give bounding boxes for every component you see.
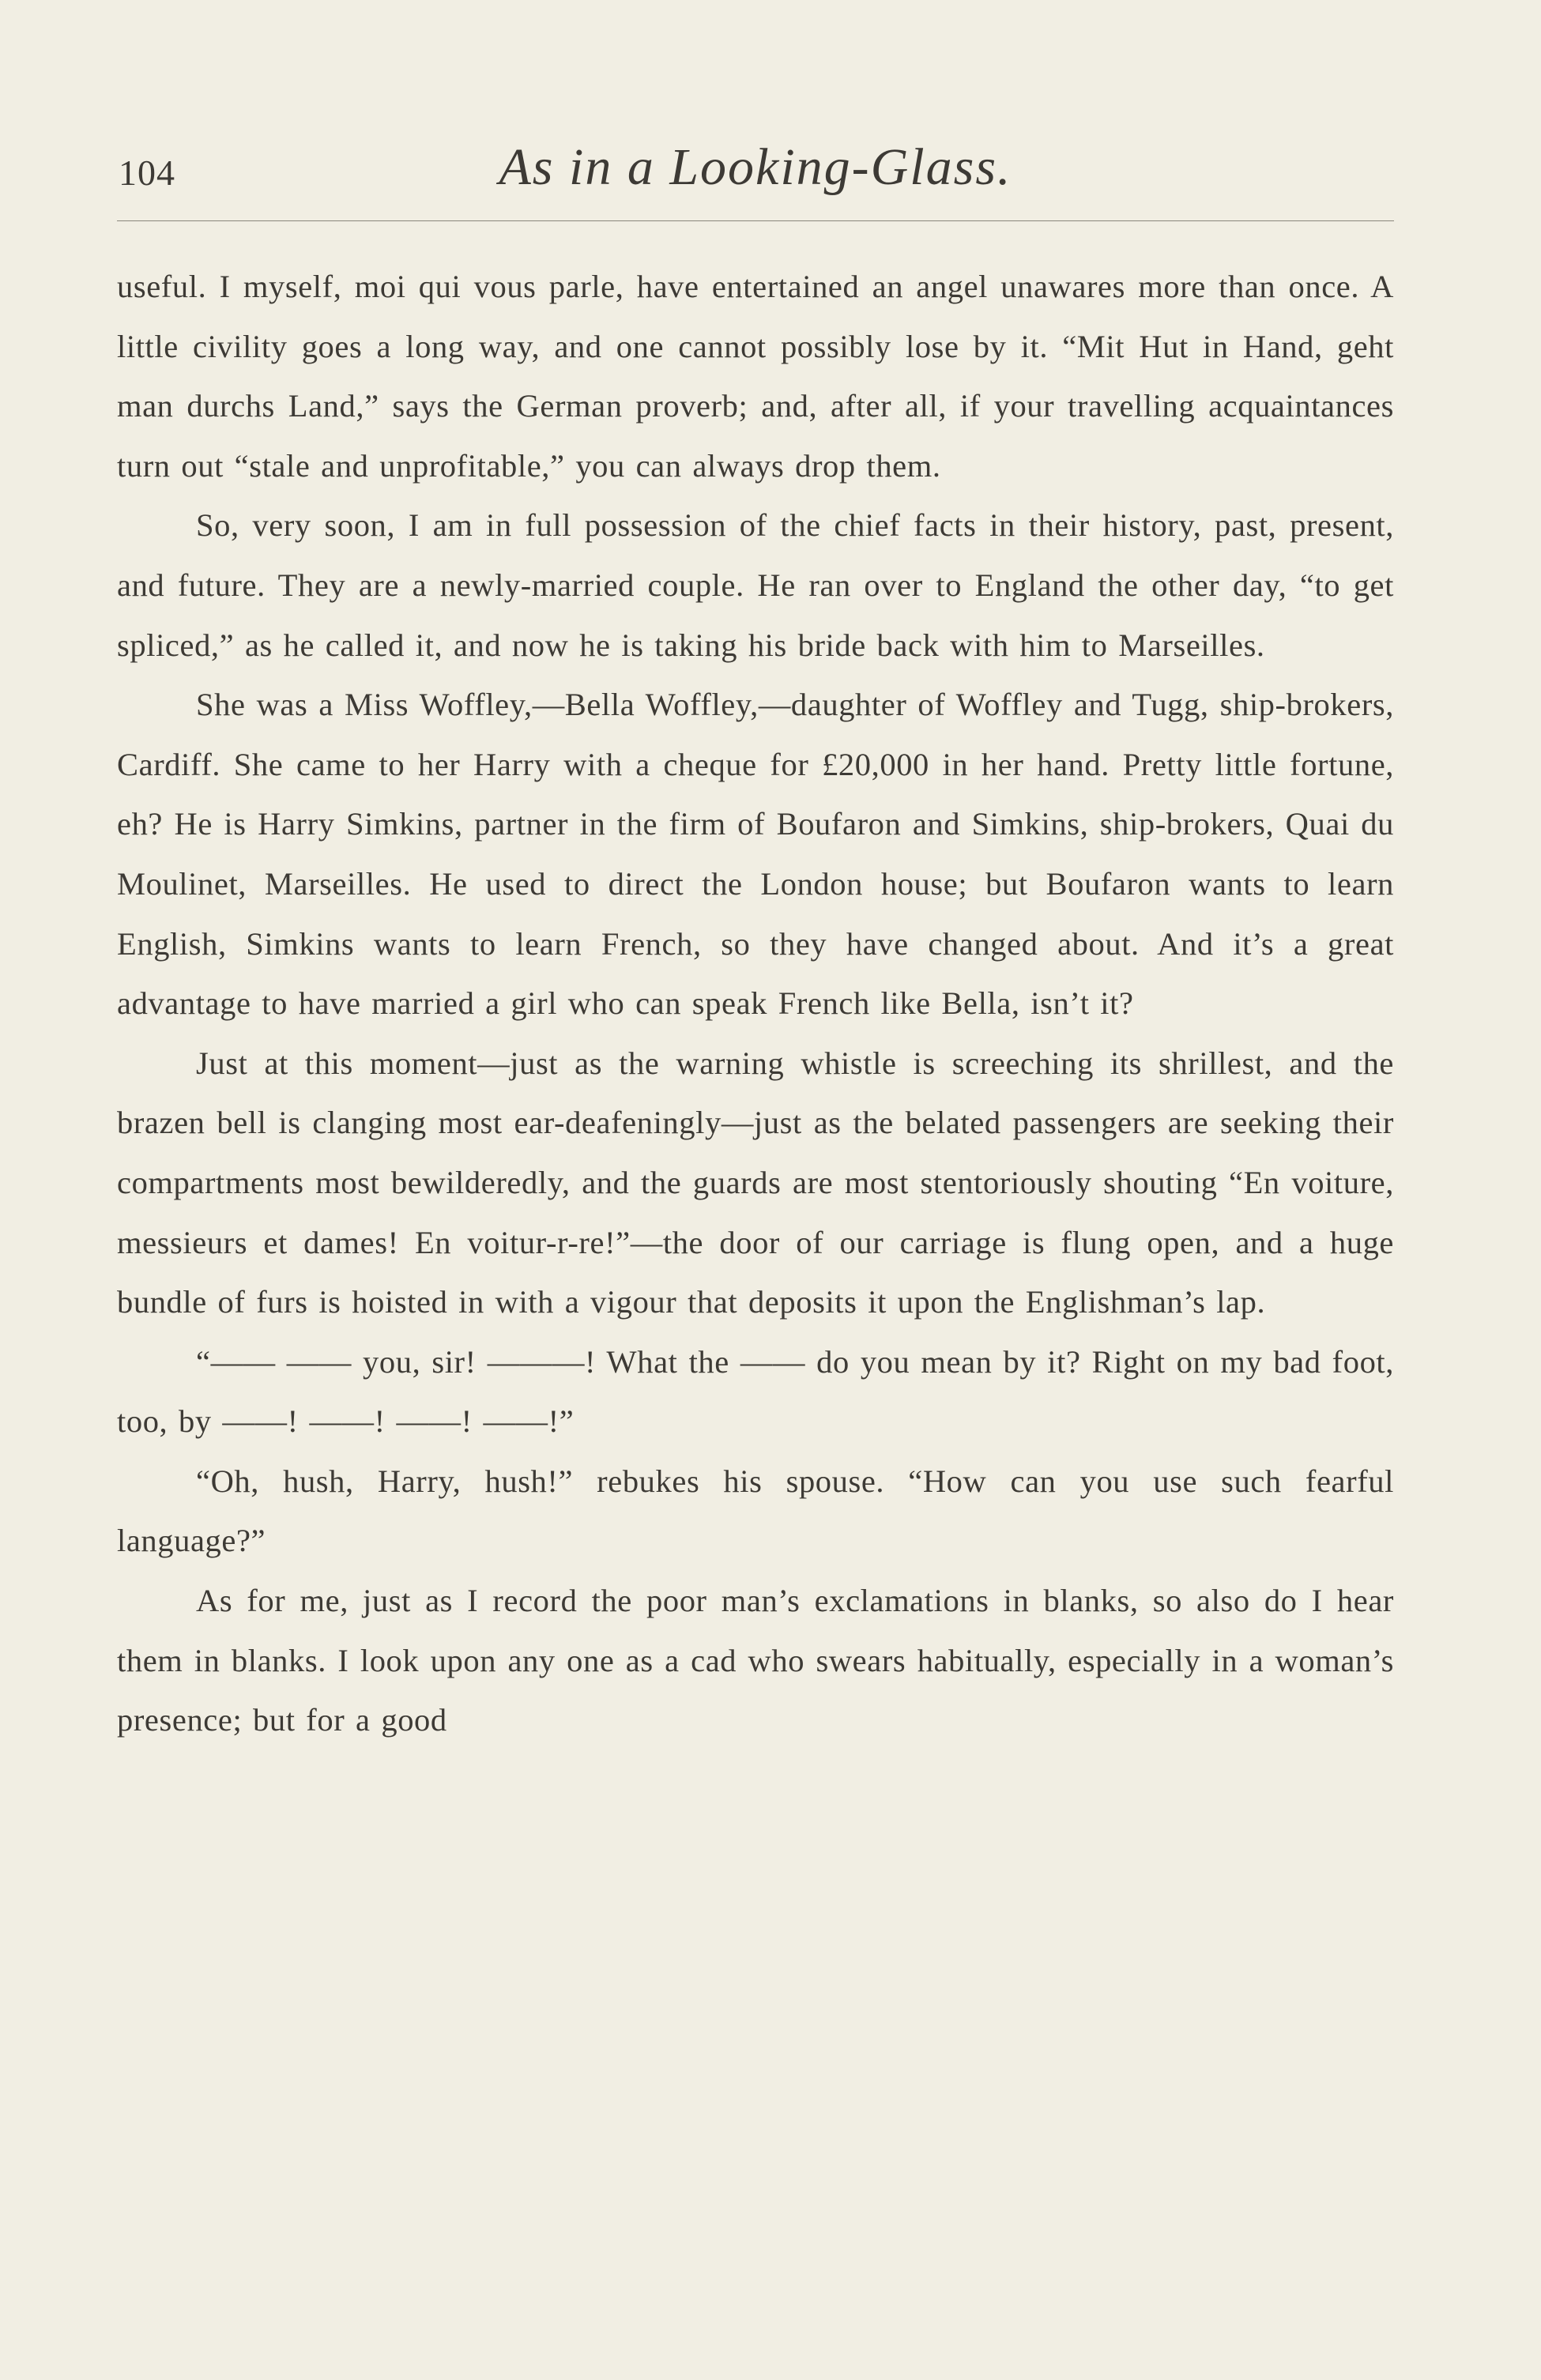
header-rule bbox=[117, 220, 1394, 221]
paragraph-5: “—— —— you, sir! ———! What the —— do you mean by it? Right on my bad foot, too, by ——! ——! ——! ——!” bbox=[117, 1343, 1394, 1440]
paragraph-4: Just at this moment—just as the warning whistle is screeching its shrillest, and the brazen bell is clanging most ear-deafeningly—just as the belated passengers are seeking their compartments most bewilderedly, and the guards are most stentoriously shouting “En voiture, messieurs et dames! En voitur-r-re!”—the door of our carriage is flung open, and a huge bundle of furs is hoisted in with a vigour that deposits it upon the Englishman’s lap. bbox=[117, 1045, 1394, 1320]
page-header bbox=[115, 125, 1396, 204]
paragraph-1: useful. I myself, moi qui vous parle, have entertained an angel unawares more than once. A little civility goes a long way, and one cannot possibly lose by it. “Mit Hut in Hand, geht man durchs Land,” says the German proverb; and, after all, if your travelling acquaintances turn out “stale and unprofitable,” you can always drop them. bbox=[117, 269, 1394, 484]
paragraph-6: “Oh, hush, Harry, hush!” rebukes his spouse. “How can you use such fearful language?” bbox=[117, 1463, 1394, 1559]
paragraph-7: As for me, just as I record the poor man’s exclamations in blanks, so also do I hear them in blanks. I look upon any one as a cad who swears habitually, especially in a woman’s presence; but for a good bbox=[117, 1583, 1394, 1738]
page-number: 104 bbox=[119, 153, 175, 193]
paragraph-3: She was a Miss Woffley,—Bella Woffley,—daughter of Woffley and Tugg, ship-brokers, Cardiff. She came to her Harry with a cheque for £20,000 in her hand. Pretty little fortune, eh? He is Harry Simkins, partner in the firm of Boufaron and Simkins, ship-brokers, Quai du Moulinet, Marseilles. He used to direct the London house; but Boufaron wants to learn English, Simkins wants to learn French, so they have changed about. And it’s a great advantage to have married a girl who can speak French like Bella, isn’t it? bbox=[117, 687, 1394, 1022]
body-text bbox=[117, 257, 1394, 1750]
running-title: As in a Looking-Glass. bbox=[499, 138, 1012, 196]
paragraph-2: So, very soon, I am in full possession of the chief facts in their history, past, present, and future. They are a newly-married couple. He ran over to England the other day, “to get spliced,” as he called it, and now he is taking his bride back with him to Marseilles. bbox=[117, 507, 1394, 663]
